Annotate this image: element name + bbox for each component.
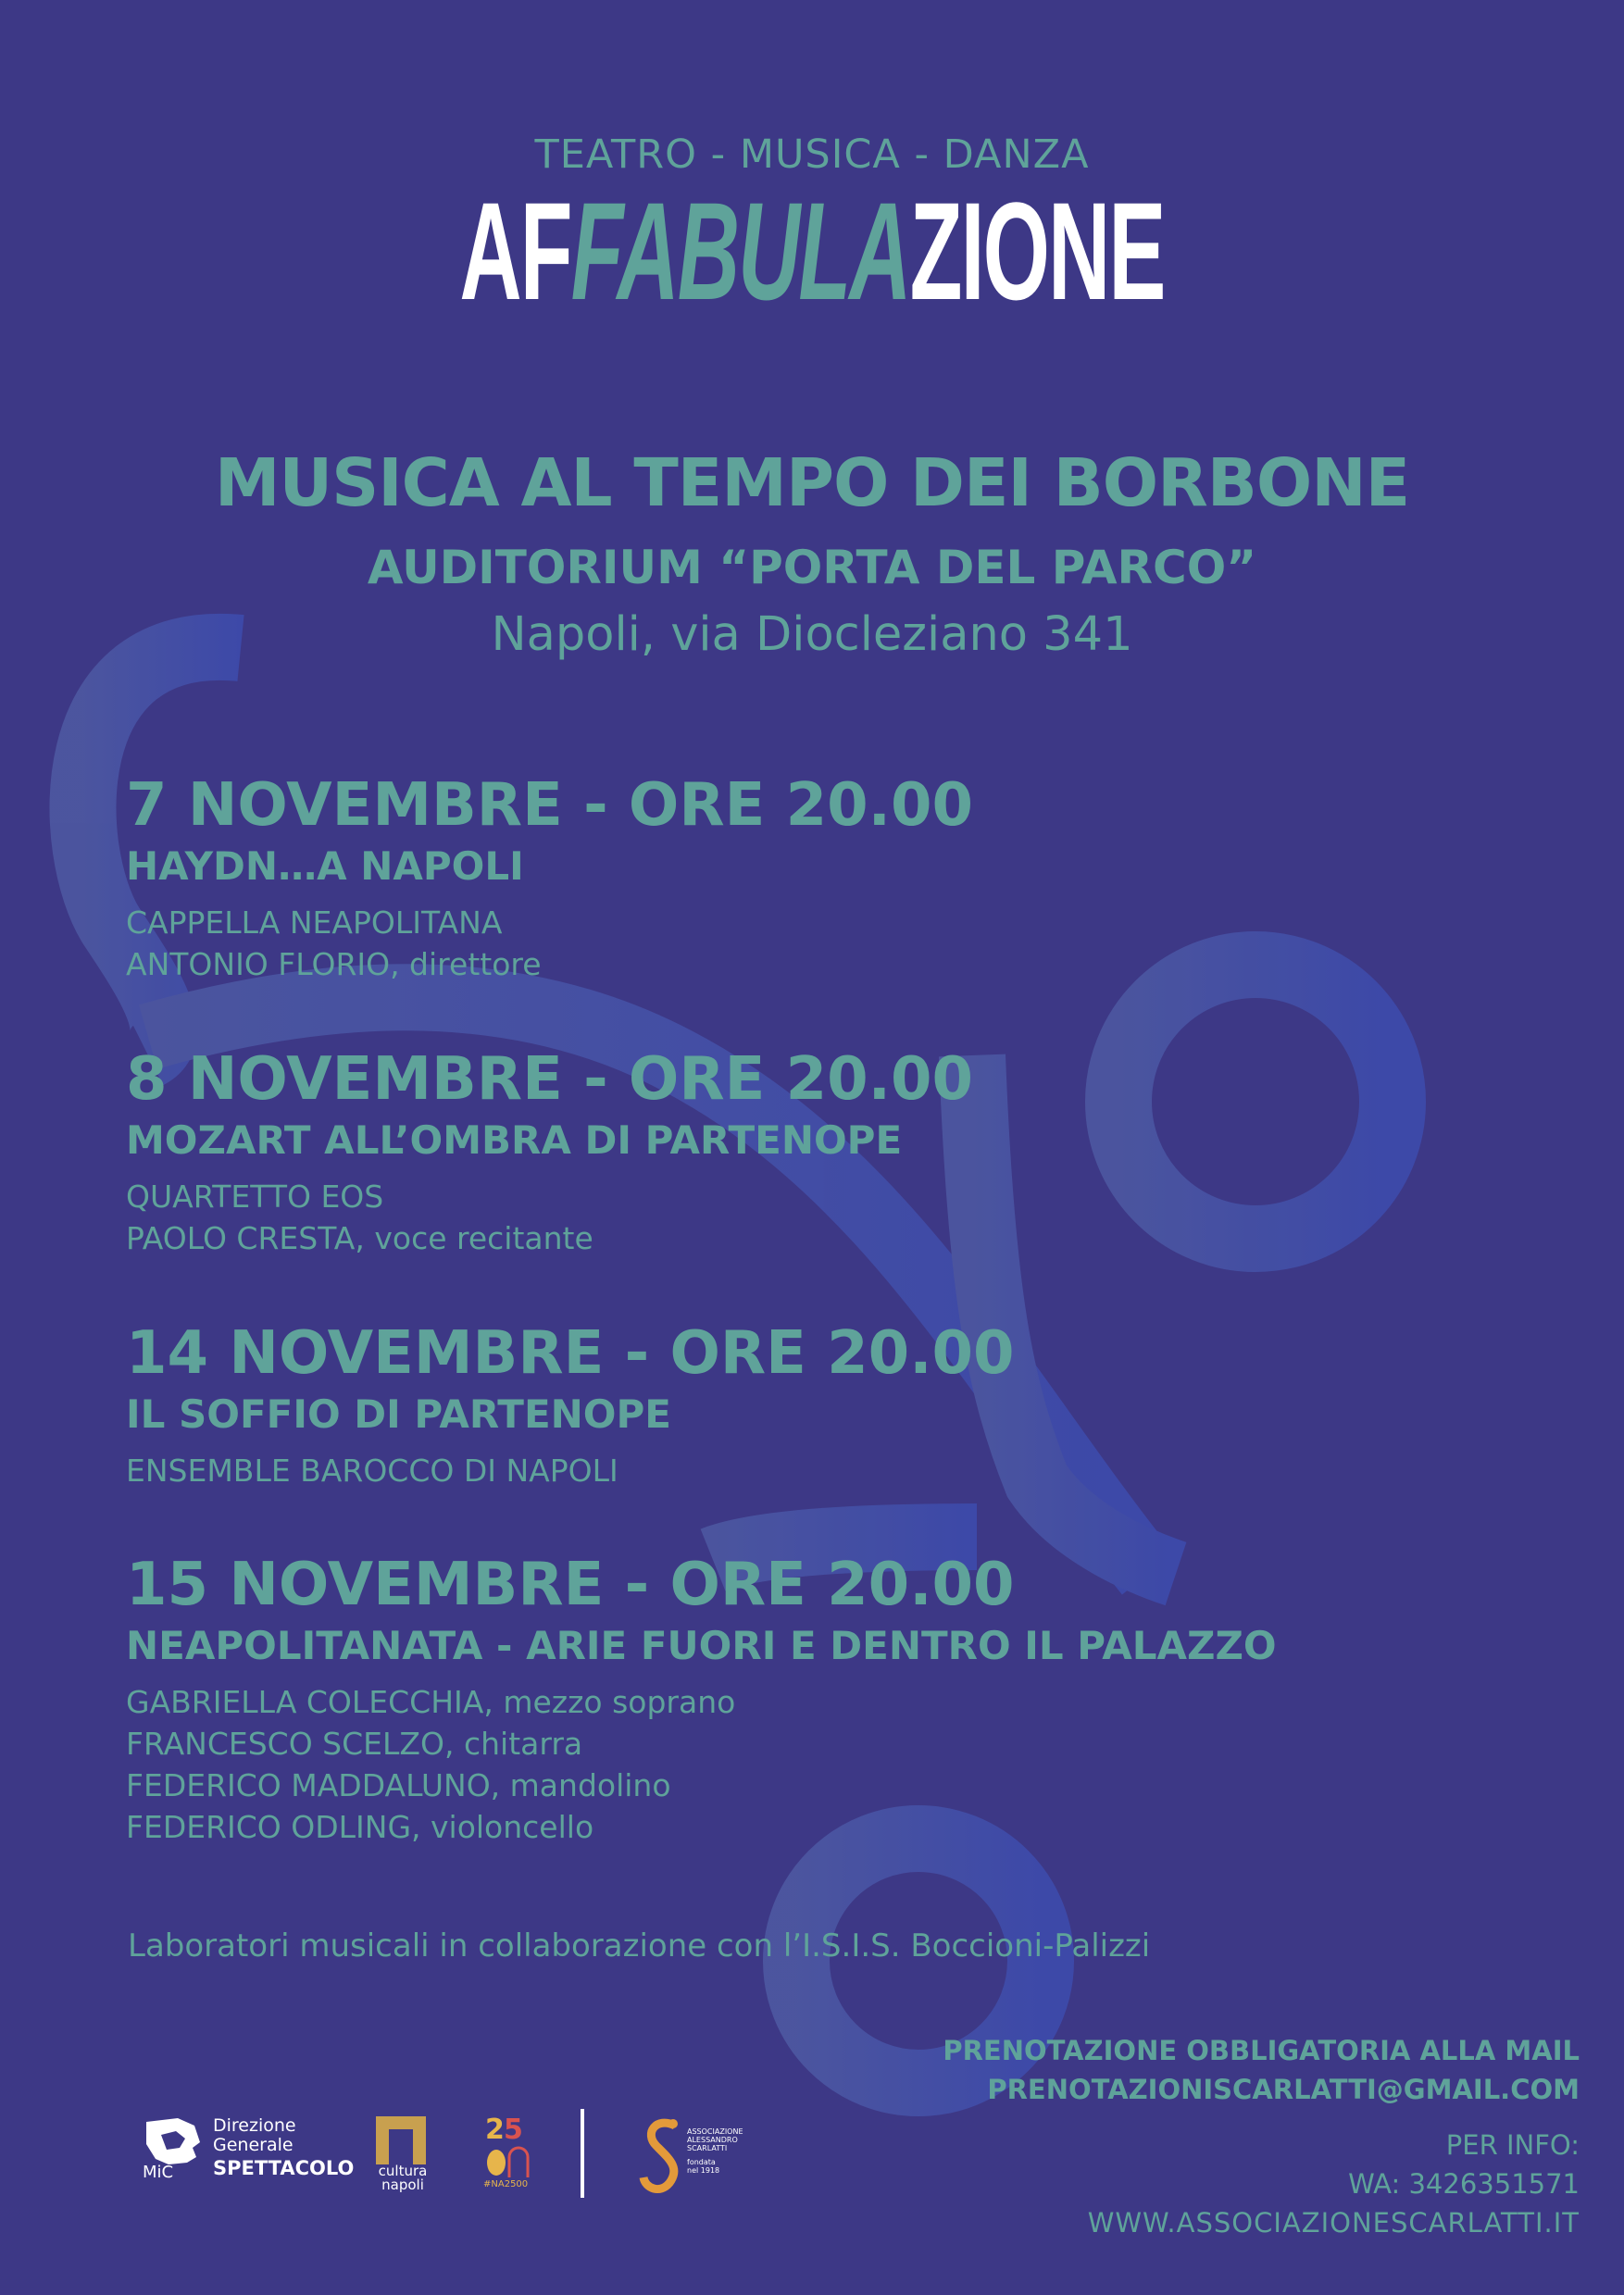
workshop-note: Laboratori musicali in collaborazione con l’I.S.I.S. Boccioni-Palizzi (128, 1927, 1151, 1964)
na2500-tag: #NA2500 (483, 2179, 529, 2189)
performer: FEDERICO ODLING, violoncello (126, 1809, 594, 1845)
event-block (126, 1044, 1422, 1259)
event-performers (126, 902, 1422, 985)
event-date: 14 NOVEMBRE - ORE 20.00 (126, 1319, 1015, 1388)
performer: ANTONIO FLORIO, direttore (126, 946, 542, 982)
scarlatti-line: fondata (687, 2158, 716, 2166)
event-block (126, 1318, 1422, 1491)
svg-text:5: 5 (504, 2114, 523, 2146)
event-series-kicker: TEATRO - MUSICA - DANZA (534, 131, 1090, 178)
scarlatti-line: ALESSANDRO (687, 2136, 738, 2144)
logo-part-fabula: FABULA (570, 173, 910, 329)
mic-line: Direzione (213, 2115, 296, 2136)
info-label: PER INFO: (1445, 2129, 1580, 2161)
venue-address: Napoli, via Diocleziano 341 (491, 607, 1133, 662)
cultura-line: cultura (378, 2163, 428, 2179)
scarlatti-logo-text (687, 2127, 743, 2175)
svg-text:2: 2 (485, 2114, 505, 2146)
event-date: 15 NOVEMBRE - ORE 20.00 (126, 1551, 1015, 1619)
event-date: 7 NOVEMBRE - ORE 20.00 (126, 771, 974, 840)
whatsapp-number[interactable]: WA: 3426351571 (1348, 2168, 1580, 2200)
event-title: IL SOFFIO DI PARTENOPE (126, 1391, 671, 1437)
event-block (126, 770, 1422, 985)
event-performers (126, 1450, 1422, 1491)
event-block (126, 1550, 1422, 1848)
scarlatti-logo-icon (638, 2113, 693, 2196)
logo-divider (581, 2109, 584, 2198)
performer: PAOLO CRESTA, voce recitante (126, 1220, 593, 1256)
scarlatti-line: nel 1918 (687, 2166, 720, 2175)
venue-name: AUDITORIUM “PORTA DEL PARCO” (367, 541, 1257, 594)
event-performers (126, 1681, 1422, 1848)
performer: CAPPELLA NEAPOLITANA (126, 904, 503, 941)
mic-logo-text (213, 2116, 354, 2178)
event-title: HAYDN…A NAPOLI (126, 843, 524, 889)
event-title: MOZART ALL’OMBRA DI PARTENOPE (126, 1117, 903, 1163)
performer: FEDERICO MADDALUNO, mandolino (126, 1767, 671, 1803)
performer: QUARTETTO EOS (126, 1179, 384, 1215)
website-link[interactable]: WWW.ASSOCIAZIONESCARLATTI.IT (1087, 2207, 1580, 2239)
scarlatti-line: SCARLATTI (687, 2144, 728, 2152)
event-title: NEAPOLITANATA - ARIE FUORI E DENTRO IL PALAZZO (126, 1623, 1277, 1668)
performer: ENSEMBLE BAROCCO DI NAPOLI (126, 1453, 618, 1489)
logo-part-af: AF (459, 173, 571, 329)
affabulazione-logo (308, 173, 1315, 329)
booking-email[interactable]: PRENOTAZIONISCARLATTI@GMAIL.COM (987, 2074, 1580, 2105)
event-date: 8 NOVEMBRE - ORE 20.00 (126, 1045, 974, 1114)
mic-line: SPETTACOLO (213, 2157, 355, 2179)
event-performers (126, 1176, 1422, 1259)
cultura-napoli-icon (372, 2113, 430, 2164)
scarlatti-line: ASSOCIAZIONE (687, 2127, 743, 2136)
page-title: MUSICA AL TEMPO DEI BORBONE (214, 444, 1410, 521)
cultura-napoli-text (370, 2164, 435, 2192)
mic-logo-icon (141, 2116, 213, 2181)
logo-part-zione: ZIONE (909, 173, 1165, 329)
performer: GABRIELLA COLECCHIA, mezzo soprano (126, 1684, 736, 1720)
svg-text:MiC: MiC (143, 2163, 174, 2181)
booking-line: PRENOTAZIONE OBBLIGATORIA ALLA MAIL (943, 2035, 1580, 2066)
performer: FRANCESCO SCELZO, chitarra (126, 1726, 583, 1762)
contact-info (1088, 2126, 1580, 2242)
cultura-line: napoli (381, 2177, 424, 2193)
mic-line: Generale (213, 2135, 294, 2155)
booking-info (943, 2031, 1580, 2109)
